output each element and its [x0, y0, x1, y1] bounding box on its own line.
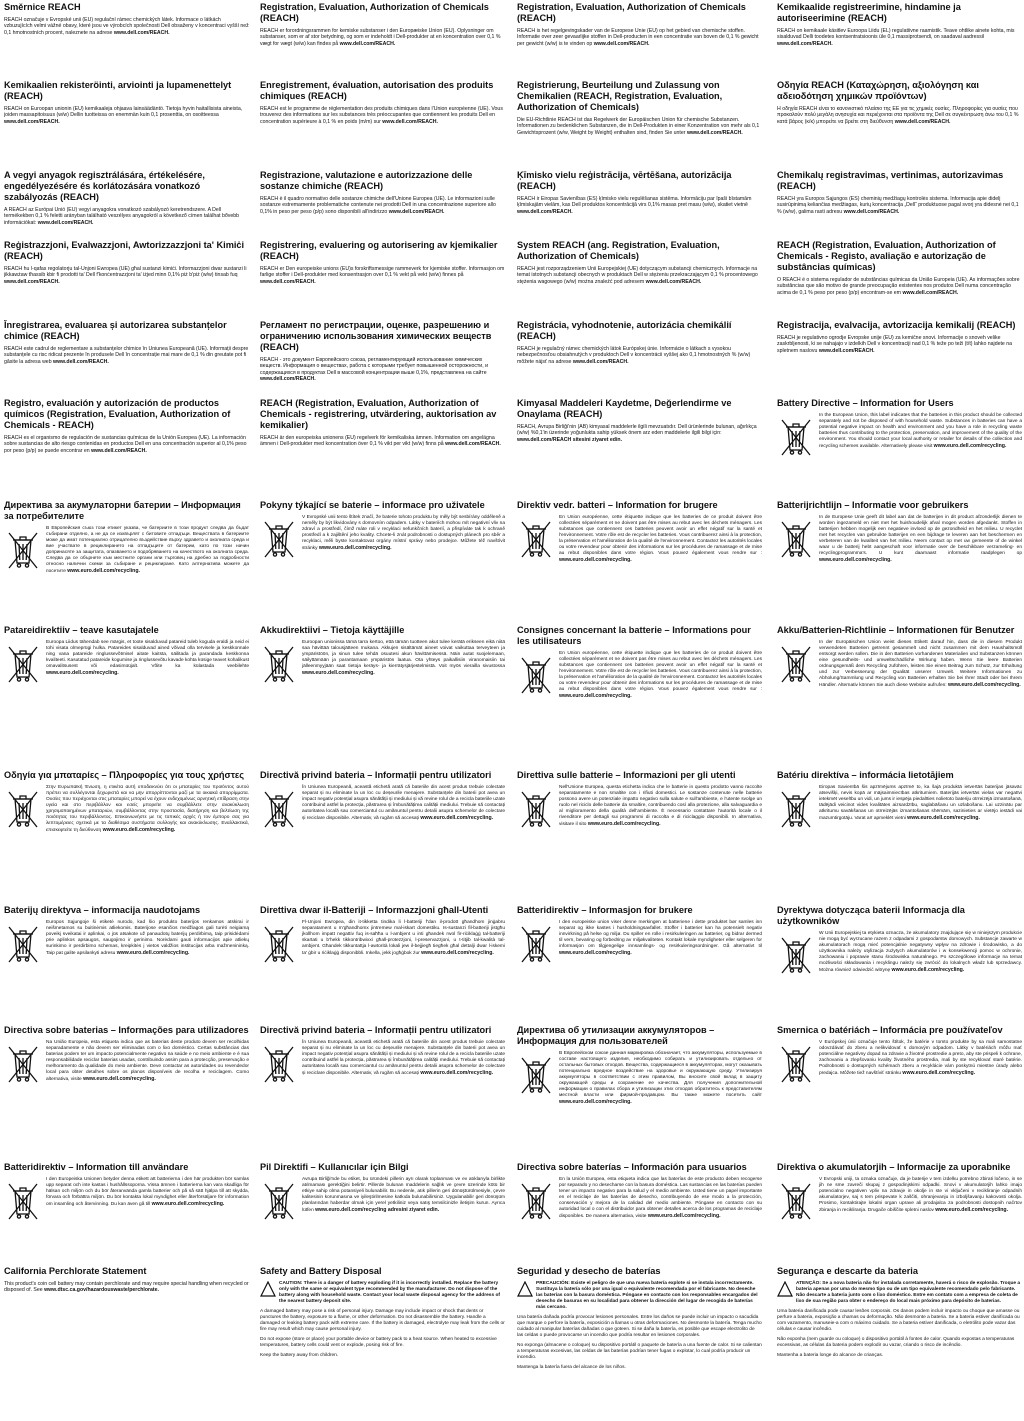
section-title: Direttiva dwar il-Batteriji – Informazzjoni għall-Utenti [260, 905, 489, 915]
section-body: În Uniunea Europeană, această etichetă arată că bateriile din acest produs trebuie colectate separat și nu eliminate la un loc cu deșeurile menajere. Substanțele din baterii pot avea un impact negativ potențial asupra sănătății și mediului și vă revine rolul de a recicla bateriile uzate contribuind astfel la protecția, păstrarea și îmbunătățirea calității mediului. Trebuie să contactați autoritatea locală sau comerciantul cu amănuntul pentru detalii asupra schemelor de colectare și reciclare disponibile. Alternativ, vă rugăm să accesați www.euro.dell.com/recycling. [302, 1040, 505, 1076]
warning-icon [777, 1281, 793, 1297]
section-title: Директива за акумулаторни батерии – Информация за потребителите [4, 500, 241, 521]
section-title: Baterijų direktyva – informacija naudotojams [4, 905, 201, 915]
reach-link[interactable]: www.dell.com/REACH. [777, 40, 833, 47]
section-body: Euroopan unionissa tämä tarra kertoo, että tämän tuotteen akut tulee kerätä erikseen eikä niitä saa hävittää talousjätteen mukana. Akkujen sisältämät aineet voivat vaikuttaa terveyteen ja ympäristöön, ja sinun tulee tehdä osuutesi akun hävittämisessä. Näin autat suojelemaan, säilyttämään ja parantamaan ympäristön laatua. Ota yhteys paikallisiin viranomaisiin tai jälleenmyyjään saat tietoja keräys- ja kierrätysjärjestelmistä. Voit myös vierailla sivustossa www.euro.dell.com/recycling. [302, 640, 505, 676]
section-body: В Европейском союзе данная маркировка обозначает, что аккумуляторы, используемые в составе настоящего изделия, необходимо собирать и утилизировать отдельно от остальных бытовых отходов. Вещества, содержащиеся в аккумуляторах, могут оказывать потенциально вредное воздействие на здоровье и окружающую среду. Утилизируя аккумуляторы в соответствии с этим правилом, Вы вносите свой вклад в защиту окружающей среды и сохранение ее качества. Для получения дополнительной информации о правилах сбора и утилизации этих отходов обратитесь к представителям местной власти или фирмой-продавцом. Вы также можете посетить сайт www.euro.dell.com/recycling. [559, 1051, 762, 1105]
section-title: Batterijrichtlijn – Informatie voor gebruikers [777, 500, 969, 510]
recycling-link[interactable]: www.euro.dell.com/recycling. [819, 557, 892, 563]
section-title: Registrazione, valutazione e autorizzazione delle sostanze chimiche (REACH) [260, 170, 473, 191]
reach-section-sk [517, 320, 762, 365]
section-body: REACH jest rozporządzeniem Unii Europejskiej (UE) dotyczącym substancji chemicznych. Informacje na temat istotnych substancji obecnych w produktach Dell w stężeniu przekraczającym 0,1 % procentowego stężenia wagowego (w/w) można znaleźć pod adresem www.dell.com/REACH. [517, 266, 758, 285]
section-title: Registration, Evaluation, Authorization of Chemicals (REACH) [260, 2, 489, 23]
crossed-bin-icon [519, 1181, 553, 1221]
section-body: REACH ir Eiropas Savienības (ES) ķīmisko vielu regulēšanas sistēma. Informāciju par īpaši bīstamām ķīmiskajām vielām, kas Dell produktos koncentrācijā virs 0,1% masas pret masu (w/w), skatiet vietnē www.dell.com/REACH. [517, 196, 752, 215]
safety-paragraph: A damaged battery may pose a risk of personal injury. Damage may include impact or shock that dents or punctures the battery, exposure to a flame, or other deformation. Do not disassemble the battery. Handle a damaged or leaking battery pack with extreme care. If the battery is damaged, electrolyte may leak from the cells or fire may result which may cause personal injury. [260, 1309, 505, 1332]
reach-link[interactable]: www.dell.com/REACH. [686, 129, 743, 136]
battery-section-fr [517, 625, 762, 700]
recycling-link[interactable]: www.euro.dell.com/recycling. [935, 1207, 1009, 1213]
battery-section-fi [260, 625, 505, 684]
section-body: Avrupa Birliği'nde bu etiket, bu üründeki pillerin ayrı olarak toplanması ve ev atıklarıyla birlikte atılmaması gerektiğini belirtir. Pillerde bulunan maddelerin sağlık ve çevre üzerinde kötü bir etkiye sahip olma potansiyeli bulunabilir. Bu nedenle, atık pillerin geri dönüştürülmesiyle, çevre kalitesinin korunmasına ve iyileştirilmesine katkıda bulunabilirsiniz. Uygulanabilir geri dönüşüm planlarından haberdar olmak için yerel yetkiliniz veya satış temsilcinizle iletişim kurun. Ayrıca lütfen www.euro.dell.com/recycling adresini ziyaret edin. [302, 1177, 505, 1213]
battery-section-no [517, 905, 762, 964]
crossed-bin-icon [262, 1044, 296, 1084]
section-body: Die EU-Richtlinie REACH ist das Regelwerk der Europäischen Union für chemische Substanzen. Informationen zu bedenklichen Substanzen, die in Dell-Produkten in einer Konzentration von mehr als 0,1 Gewichtsprozent (w/w, Weight by Weight) enthalten sind, finden Sie unter www.dell.com/REACH. [517, 117, 760, 136]
recycling-link[interactable]: www.euro.dell.com/recycling. [559, 1099, 632, 1105]
safety-paragraph: Una batería dañada podría provocar lesiones personales. Entre los daños se puede incluir un impacto o sacudida que marque o perfore la batería, exposición a llamas u otras deformaciones. No desmonte la batería. Tenga mucho cuidado al manipular baterías dañadas o que goteen. Si se daña la batería, es posible que escape electrolito de las celdas o puede provocarse un incendio que podría resultar en lesiones corporales. [517, 1315, 762, 1338]
battery-section-ro [260, 770, 505, 829]
warning-icon [260, 1281, 276, 1297]
recycling-link[interactable]: www.euro.dell.com/recycling. [67, 568, 140, 574]
crossed-bin-icon [6, 644, 40, 684]
reach-link[interactable]: www.dell.com/REACH. [902, 289, 959, 296]
reach-link[interactable]: www.dell.com/REACH. [260, 278, 316, 285]
section-body: In the European Union, this label indicates that the batteries in this product should be collected separately and not be disposed of with household waste. Substances in batteries can have a potential negative impact on health and environment and you have a role in recycling waste batteries thus contributing to the protection, preservation, and improvement of the quality of the environment. You should contact your local authority or retailer for details of the collection and recycling schemes available. Alternatively please visit www.euro.dell.com/recycling. [819, 413, 1022, 449]
reach-link[interactable]: www.dell.com/REACH. [818, 347, 875, 354]
recycling-link[interactable]: www.euro.dell.com/recycling. [559, 557, 632, 563]
battery-section-es [517, 1162, 762, 1221]
reach-section-mt [4, 240, 249, 285]
section-title: Batteridirektiv – Information till användare [4, 1162, 189, 1172]
reach-link[interactable]: www.dell.com/REACH. [517, 208, 573, 215]
section-body: W Unii Europejskiej ta etykieta oznacza, że akumulatory znajdujące się w niniejszym produkcie nie mogą być wyrzucane razem z odpadami z gospodarstw domowych. Substancje zawarte w akumulatorach mogą mieć potencjalnie negatywny wpływ na zdrowie i środowisko, a do użytkownika należy utylizacja zużytych akumulatorów i w konsekwencji pomoc w ochronie, zachowaniu i poprawie stanu środowiska naturalnego. Po szczegółowe informacje na temat możliwości składowania i recyklingu należy się zwrócić do lokalnych władz lub sprzedawcy. Można również odwiedzić witrynę www.euro.dell.com/recycling. [819, 931, 1022, 973]
section-title: Battery Directive – Information for Users [777, 398, 954, 408]
recycling-link[interactable]: www.euro.dell.com/recycling. [318, 545, 392, 551]
battery-section-tr [260, 1162, 505, 1221]
reach-link[interactable]: www.dell.com/REACH. [339, 40, 396, 47]
warning-icon [517, 1281, 533, 1297]
reach-link[interactable]: www.dell.com/REACH sitesini ziyaret edin. [517, 436, 623, 443]
section-body: REACH er Den europeiske unions (EU)s forskriftsmessige rammeverk for kjemiske stoffer. Informasjon om farlige stoffer i Dell-produkter med konsentrasjon over 0,1 % vekt på vekt (w/w) finnes på www.dell.com/REACH. [260, 266, 505, 285]
reach-section-pt [777, 240, 1022, 296]
section-title: Directiva sobre baterias – Informações para utilizadores [4, 1025, 249, 1035]
safety-paragraph: Do not expose (store or place) your portable device or battery pack to a heat source. When heated to excessive temperatures, battery cells could vent or explode, posing risk of fire. [260, 1337, 497, 1348]
section-title: Înregistrarea, evaluarea și autorizarea substanțelor chimice (REACH) [4, 320, 227, 341]
recycling-link[interactable]: www.euro.dell.com/recycling. [420, 1070, 494, 1076]
section-title: Registrácia, vyhodnotenie, autorizácia chemikálií (REACH) [517, 320, 732, 341]
crossed-bin-icon [262, 1181, 296, 1221]
recycling-link[interactable]: www.euro.dell.com/recycling. [83, 1076, 156, 1082]
section-body: REACH yra Europos Sąjungos (ES) cheminių medžiagų kontrolės sistema. Informacija apie didelį susirūpinimą keliančias medžiagas, kurių koncentracija „Dell“ produktuose pagal svorį yra didesnė nei 0,1 % (w/w), galima rasti adresu www.dell.com/REACH. [777, 196, 1019, 215]
section-title: Директива об утилизации аккумуляторов – Информация для пользователей [517, 1025, 715, 1046]
battery-section-ru [517, 1025, 762, 1106]
section-body: En Union européenne, cette étiquette indique que les batteries de ce produit doivent être collectées séparément et ne doivent pas être mises au rebut avec les déchets ménagers. Les substances que contiennent ces batteries peuvent avoir un effet négatif sur la santé et l'environnement. Votre rôle est de recycler les batteries. Vous contribuerez ainsi à la protection, la préservation et l'amélioration de la qualité de l'environnement. Contactez les autorités locales ou votre revendeur pour obtenir des informations sur les procédures de ramassage et de mise au rebut disponibles dans votre région. Vous pouvez également vous rendre sur : www.euro.dell.com/recycling. [559, 515, 762, 563]
crossed-bin-icon [262, 644, 296, 684]
recycling-link[interactable]: www.euro.dell.com/recycling. [46, 670, 119, 676]
section-body: REACH - это документ Европейского союза, регламентирующий использование химических веществ. Информация о веществах, работа с которыми требует повышенной осторожности, и содержащихся в продуктах Dell в массовой концентрации выше 0,1%, представлена на сайте www.dell.com/REACH. [260, 357, 488, 383]
crossed-bin-icon [519, 789, 553, 829]
section-body: V Európskej únii označuje tento štítok, že batérie v tomto produkte by sa mali samostatne odovzdávať do zberu a nelikvidovať s domovým odpadom. Látky v batériách môžu mať potenciálne negatívny dopad na zdravie a životné prostredie a preto, aby ste prispeli k ochrane, zachovaniu a zlepšovaniu kvality životného prostredia, mali by ste recyklovať staré batérie. Podrobnosti o dostupných schémach zberu a recyklácie vám poskytnú miestne úrady alebo predajca. Môžete tiež navštíviť stránku www.euro.dell.com/recycling. [819, 1040, 1022, 1076]
battery-section-et [4, 625, 249, 684]
recycling-link[interactable]: www.euro.dell.com/recycling. [116, 950, 190, 956]
reach-link[interactable]: www.dell.com/REACH. [843, 208, 900, 215]
crossed-bin-icon [779, 789, 813, 829]
section-body: O REACH é o sistema regulador de substâncias químicas da União Europeia (UE). As informações sobre substâncias que são motivo de grande preocupação existentes nos produtos Dell numa concentração acima de 0,1 % peso por peso (p/p) encontram-se em www.dell.com/REACH. [777, 277, 1020, 296]
reach-section-fr [260, 80, 505, 125]
section-body: En Union européenne, cette étiquette indique que les batteries de ce produit doivent être collectées séparément et ne doivent pas être mises au rebut avec les déchets ménagers. Les substances que contiennent ces batteries peuvent avoir un effet négatif sur la santé et l'environnement. Votre rôle est de recycler les batteries. Vous contribuerez ainsi à la protection, la préservation et l'amélioration de la qualité de l'environnement. Contactez les autorités locales ou votre revendeur pour obtenir des informations sur les procédures de ramassage et de mise au rebut disponibles dans votre région. Vous pouvez également vous rendre sur : www.euro.dell.com/recycling. [559, 651, 762, 699]
reach-section-tr [517, 398, 762, 443]
battery-section-el [4, 770, 249, 834]
section-body: Europos Sąjungoje ši etiketė nurodo, kad šio produkto baterijos renkamos atskirai ir neišmetamos su buitinėmis atliekomis. Baterijose esančios medžiagos gali turėti neigiamą poveikį sveikatai ir aplinkai, o jūs atsakote už panaudotų baterijų perdirbimą, taip prisidėdami prie aplinkos apsaugos, saugojimo ir gerinimo. Norėdami gauti informacijos apie atliekų surinkimo ir perdirbimo schemas, kreipkitės į vietos valdžios institucijas arba mažmenininką. Taip pat galite apsilankyti adresu www.euro.dell.com/recycling. [46, 920, 249, 956]
section-body: Nell'Unione Europea, questa etichetta indica che le batterie in questo prodotto vanno raccolte separatamente e non smaltite con i rifiuti domestici. Le sostanze contenute nelle batterie possono avere un potenziale impatto negativo sulla salute e sull'ambiente, e l'utente svolge un ruolo nel riciclo delle batterie da smaltire, contribuendo così alla protezione, alla salvaguardia e al miglioramento della qualità dell'ambiente. È necessario contattare l'autorità locale o il rivenditore per dettagli sui programmi di raccolta e di riciclaggio disponibili. In alternativa, visitare il sito www.euro.dell.com/recycling. [559, 785, 762, 827]
reach-section-it [260, 170, 505, 215]
reach-section-sl [777, 320, 1022, 354]
section-title: Directiva sobre baterías – Información para usuarios [517, 1162, 747, 1172]
perchlorate-link[interactable]: www.dtsc.ca.gov/hazardouswaste/perchlorate. [44, 1287, 159, 1294]
section-title: Batteridirektiv – Informasjon for brukere [517, 905, 693, 915]
section-body: В Европейския съюз този етикет указва, че батериите в този продукт следва да бъдат събирани отделно, а не да се изхвърлят с битовите отпадъци. Веществата в батериите може да имат потенциално отрицателно въздействие върху здравето и околната среда и вие участвате в рециклирането на отпадъците от батерии, като по този начин допринасяте за защитата, опазването и подобряването на качеството на околната среда. Следва да се обърнете към местните органи или търговец на дребно за подробности относно налични схеми за събиране и рециклиране. Като алтернатива можете да посетите www.euro.dell.com/recycling. [46, 526, 249, 574]
recycling-link[interactable]: www.euro.dell.com/recycling. [559, 693, 632, 699]
reach-link[interactable]: www.dell.com/REACH. [645, 278, 702, 285]
section-title: System REACH (ang. Registration, Evaluation, Authorization of Chemicals) [517, 240, 720, 261]
caution-text: PRECAUCIÓN: Existe el peligro de que una nueva batería explote si se instala incorrectamente. Sustituya la batería sólo por una igual o equivalente recomendada por el fabricante. No deseche las baterías con la basura doméstica. Póngase en contacto con los responsables encargados del desecho de basuras en su localidad para obtener la dirección del lugar de recogida de baterías más cercano. [536, 1281, 758, 1310]
section-title: REACH (Registration, Evaluation, Authorization of Chemicals - Registo, avaliação e autorização de substâncias químicas) [777, 240, 996, 272]
section-body: This product's coin cell battery may contain perchlorate and may require special handling when recycled or disposed of. See www.dtsc.ca.gov/hazardouswaste/perchlorate. [4, 1281, 249, 1294]
reach-section-lv [517, 170, 762, 215]
battery-section-ro-2 [260, 1025, 505, 1084]
reach-section-da [260, 2, 505, 47]
section-body: V Evropski uniji, ta oznaka označuje, da je baterije v tem izdelku potrebno zbirati ločeno, in se jih ne sme zavreči skupaj z gospodinjskimi odpadki. Snovi v akumulatorjih lahko imajo potencialno negativen vpliv na zdravje in okolje in ste vi vključeni v recikliranje odpadnih akumulatorjev, saj s tem prispevate k zaščiti, ohranjevanju in izboljšavanju kakovosti okolja. Prosimo, kontaktirajte lokalni organ uprave ali prodajalca za podrobnosti dostopnih načrtov zbiranja in recikliranja. Drugače obiščite spletni naslov www.euro.dell.com/recycling. [819, 1177, 1022, 1213]
battery-section-da [517, 500, 762, 564]
reach-link[interactable]: www.dell.com/REACH. [91, 447, 147, 454]
reach-link[interactable]: www.dell.com/REACH. [382, 118, 438, 125]
reach-section-lt [777, 170, 1022, 215]
reach-link[interactable]: www.dell.com/REACH. [388, 208, 445, 215]
section-title: Οδηγία REACH (Καταχώρηση, αξιολόγηση και αδειοδότηση χημικών προϊόντων) [777, 80, 979, 101]
reach-link[interactable]: www.dell.com/REACH. [445, 441, 501, 448]
section-body: In der Europäischen Union weist dieses Etikett darauf hin, dass die in diesem Produkt verwendeten Batterien getrennt gesammelt und nicht zusammen mit dem Haushaltsmüll entsorgt werden sollen. Die in den Batterien vorhandenen Materialien und Substanzen können eine gesundheits- und umweltschädliche Wirkung haben. Wenn Sie leere Batterien ordnungsgemäß dem Recycling zuführen, leisten Sie einen Beitrag zum Schutz, zur Erhaltung und zur Verbesserung der Qualität unserer Umwelt. Weitere Informationen zu Abholung/Sammlung und Recycling von Batterien erhalten Sie bei Ihrer Stadt oder bei Ihrem Händler. Alternativ können Sie auch diese Website aufrufen: www.euro.dell.com/recycling. [819, 640, 1022, 688]
reach-link[interactable]: www.dell.com/REACH. [53, 358, 109, 365]
perchlorate-section [4, 1266, 249, 1294]
safety-paragraph: Não exponha (nem guarde ou coloque) o dispositivo portátil à fontes de calor. Quando expostas a temperaturas excessivas, as células da bateria podem explodir ou vazar, criando o risco de incêndio. [777, 1337, 1015, 1348]
section-body: Eiropas Savienībā šis apzīmējums apzīmē to, ka šajā produktā ietvertās baterijas jāsavāc atsevišķi, nevis kopā ar mājsaimniecības atkritumiem. Baterijās ietvertās vielas var negatīvi ietekmēt veselību un vidi, un jums ir iespēja piedalīties nolietoto bateriju otrreizējā izmantošanā, tādējādi veicinot vides kvalitātes aizsardzību, saglabāšanu un uzlabošanu. Lai uzzinātu par atkritumu savākšanas un otrreizējās izmantošanas shēmām, sazinieties ar vietējo iestādi vai mazumtirgotāju. Varat arī apmeklēt vietni www.euro.dell.com/recycling. [819, 785, 1022, 821]
reach-link[interactable]: www.dell.com/REACH. [572, 358, 629, 365]
crossed-bin-icon [779, 644, 813, 684]
recycling-link[interactable]: www.euro.dell.com/recycling. [948, 682, 1021, 688]
safety-paragraph: No exponga (almacene o coloque) su dispositivo portátil o paquete de batería a una fuente de calor. Si se calientan a temperaturas excesivas, las celdas de las baterías podrían tener fugas o explotar, lo cual podría producir un incendio. [517, 1343, 762, 1360]
safety-section-pt [777, 1266, 1022, 1359]
section-title: Akku/Batterien-Richtlinie – Informationen für Benutzer [777, 625, 1015, 635]
battery-section-lt [4, 905, 249, 964]
recycling-link[interactable]: www.euro.dell.com/recycling. [421, 950, 494, 956]
recycling-link[interactable]: www.euro.dell.com/recycling. [933, 443, 1007, 449]
crossed-bin-icon [262, 924, 296, 964]
crossed-bin-icon [519, 1055, 553, 1095]
reach-section-pl [517, 240, 762, 285]
section-body: REACH est le programme de réglementation des produits chimiques dans l'Union européenne (UE). Vous trouverez des informations sur les substances très préoccupantes que contiennent les produits Dell en concentration supérieure à 0,1 % en poids (m/m) sur www.dell.com/REACH. [260, 106, 503, 125]
battery-section-mt [260, 905, 505, 964]
section-body: În Uniunea Europeană, această etichetă arată că bateriile din acest produs trebuie colectate separat și nu eliminate la un loc cu deșeurile menajere. Substanțele din baterii pot avea un impact negativ potențial asupra sănătății și mediului și vă revine rolul de a recicla bateriile uzate contribuind astfel la protecția, păstrarea și îmbunătățirea calității mediului. Trebuie să contactați autoritatea locală sau comerciantul cu amănuntul pentru detalii asupra schemelor de colectare și reciclare disponibile. Alternativ, vă rugăm să accesați www.euro.dell.com/recycling. [302, 785, 505, 821]
section-body: In de Europese Unie geeft dit label aan dat de batterijen in dit product afzonderlijk dienen te worden ingezameld en niet met het huishoudelijk afval mogen worden afgedankt. Stoffen in batterijen hebben mogelijk een negatieve invloed op de gezondheid en het milieu. U recyclet met het recyclen van gebruikte batterijen en een bijdrage te leveren aan het beschermen en verbeteren van de kwaliteit van het milieu. Neem contact op met uw gemeente of de winkel waar u de batterij hebt aangeschaft voor informatie over de beschikbare verzameling- en recyclingprogramma's. U kunt daarnaast informatie raadplegen op www.euro.dell.com/recycling. [819, 515, 1022, 563]
reach-link[interactable]: www.dell.com/REACH. [260, 376, 316, 383]
crossed-bin-icon [519, 519, 553, 559]
section-body: REACH on Euroopan unionin (EU) kemikaaleja ohjaava lainsäädäntö. Tietoja hyvin haitallisista aineista, joiden massapitoisuus (w/w) Dellin tuotteissa on enemmän kuin 0,1 prosenttia, on osoitteessa www.dell.com/REACH. [4, 106, 243, 125]
recycling-link[interactable]: www.euro.dell.com/recycling. [647, 1213, 721, 1219]
crossed-bin-icon [779, 935, 813, 975]
crossed-bin-icon [262, 519, 296, 559]
crossed-bin-icon [779, 1181, 813, 1221]
reach-section-de [517, 80, 762, 136]
recycling-link[interactable]: www.euro.dell.com/recycling. [891, 967, 965, 973]
reach-link[interactable]: www.dell.com/REACH. [113, 29, 170, 36]
section-title: Kemikaalien rekisteröinti, arviointi ja lupamenettelyt (REACH) [4, 80, 232, 101]
battery-section-pl [777, 905, 1022, 975]
recycling-link[interactable]: www.euro.dell.com/recycling. [587, 821, 661, 827]
crossed-bin-icon [519, 655, 553, 695]
section-body: REACH es el organismo de regulación de sustancias químicas de la Unión Europea (UE). La información sobre sustancias de alto riesgo contenidas en productos Dell en una concentración superior al 0,1% peso por peso (p/p) se puede encontrar en www.dell.com/REACH. [4, 435, 247, 454]
section-body: Η οδηγία REACH είναι το κανονιστικό πλαίσιο της ΕΕ για τις χημικές ουσίες. Πληροφορίες για ουσίες που προκαλούν πολύ μεγάλη ανησυχία και περιέχονται στα προϊόντα της Dell σε συγκέντρωση άνω του 0,1 % κατά βάρος (κ/κ) μπορείτε να βρείτε στη διεύθυνση www.dell.com/REACH. [777, 106, 1019, 125]
battery-section-en [777, 398, 1022, 457]
section-title: Registro, evaluación y autorización de productos químicos (Registration, Evaluation, Authorization of Chemicals - REACH) [4, 398, 231, 430]
section-title: Batériu direktíva – informácia lietotājiem [777, 770, 954, 780]
section-title: Pokyny týkající se baterie – informace pro uživatele [260, 500, 485, 510]
reach-section-no [260, 240, 505, 285]
battery-section-sl [777, 1162, 1022, 1221]
section-body: REACH je regulativno ogrodje Evropske unije (EU) za kemične snovi. Informacije o snoveh velike zaskrbljenosti, ki se nahajajo v izdelkih Dell v koncentraciji nad 0,1 % teže po teži (t/t) lahko najdete na spletnem naslovu www.dell.com/REACH. [777, 335, 1013, 354]
section-body: Euroopa Liidus tähendab see märgis, et toote sisalduvad patareid tuleb koguda eraldi ja neid ei tohi visata olmeprügi hulka. Patareides sisalduvad ained võivad olla tervisele ja keskkonnale ning vana patareide ringlussevõtmisel aitate kaitsta, säilitada ja parandada keskkonna kvaliteeti. Kasutatud patareide kogumise ja ringlussevõtu kavade kohta küsige teavet kohalikust omavalitsusest või edasimüüjalt. Võite ka külastada veebilehte www.euro.dell.com/recycling. [46, 640, 249, 676]
section-title: Enregistrement, évaluation, autorisation des produits chimiques (REACH) [260, 80, 494, 101]
section-title: Регламент по регистрации, оценке, разрешению и ограничению использования химических веществ (REACH) [260, 320, 492, 352]
section-body: Fl-Unjoni Ewropea, din it-tikketta tindika li l-batteriji f'dan il-prodott għandhom jinġabru separatament u m'għandhomx jintremew mal-iskart domestiku. Is-sustanzi fil-batteriji jistgħu jkollhom impatt negattiv fuq is-saħħa u l-ambjent u inti għandek rwol fir-riċiklaġġ tal-batteriji skartati u b'hekk tikkontribwixxi għall-protezzjoni, l-preservazzjoni, u t-titjib tal-kwalità tal-ambjent. Għandek tikkuntattja l-awtorità lokali jew il-bejjiegħ tiegħek għal dettalji dwar l-iskemi ta' ġbir u riċiklaġġ disponibbli. Inkella, jekk jogħġbok żur www.euro.dell.com/recycling. [302, 920, 505, 956]
section-title: Consignes concernant la batterie – Informations pour les utilisateurs [517, 625, 751, 646]
caution-text: CAUTION: There is a danger of battery exploding if it is incorrectly installed. Replace the battery only with the same or equivalent type recommended by the manufacturer. Do not dispose of the battery along with household waste. Contact your local waste disposal agency for the address of the nearest battery deposit site. [279, 1281, 500, 1304]
crossed-bin-icon [519, 924, 553, 964]
section-body: V Evropské unii tento štítek značí, že baterie tohoto produktu by měly být sesbírány odděleně a neměly by být likvidovány s domovním odpadem. Látky v bateriích mohou mít negativní vliv na zdraví a prostředí, čímž máte roli v recyklaci nefunkčních baterií, a přispíváte tak k ochraně prostředí a k zajištění jeho kvality. Chcete-li znát podrobnosti o dostupných plánech pro sběr a recyklaci, měli byste kontaktovat orgány místní správy nebo prodejce. Můžete též navštívit stránky www.euro.dell.com/recycling. [302, 515, 505, 551]
reach-section-et [777, 2, 1022, 47]
reach-section-el [777, 80, 1022, 125]
reach-section-nl [517, 2, 762, 47]
section-title: Segurança e descarte da bateria [777, 1266, 918, 1276]
safety-paragraph: Uma bateria danificada pode causar lesões corporais. Os danos podem incluir impacto ou choque que amasse ou perfure a bateria, exposição a chamas ou deformação. Não desmonte a bateria. Se a bateria estiver danificada ou com vazamento, manuseie-a com o máximo cuidado. Se a bateria estiver danificada, o eletrólito pode vazar das células e causar incêndio. [777, 1309, 1020, 1332]
section-title: A vegyi anyagok regisztrálására, értékelésére, engedélyezésére és korlátozására vonatkozó szabályozás (REACH) [4, 170, 205, 202]
section-body: REACH je regulačný rámec chemických látok Európskej únie. Informácie o látkach s vysokou nebezpečnosťou obsiahnutých v produktoch Dell v koncentrácii vyššej ako 0,1 hmotnostných % (w/w) môžete nájsť na adrese www.dell.com/REACH. [517, 346, 751, 365]
section-title: Direttiva sulle batterie – Informazioni per gli utenti [517, 770, 736, 780]
reach-section-ro [4, 320, 249, 365]
battery-section-de [777, 625, 1022, 689]
recycling-link[interactable]: www.euro.dell.com/recycling adresini ziyaret edin. [315, 1207, 440, 1213]
crossed-bin-icon [779, 1044, 813, 1084]
safety-section-es [517, 1266, 762, 1371]
section-title: Směrnice REACH [4, 2, 81, 12]
crossed-bin-icon [6, 789, 40, 829]
section-body: REACH är den europeiska unionens (EU) regelverk för kemikaliska ämnen. Information om angelägna ämnen i Dell-produkter med koncentration över 0,1 % vikt per vikt (w/w) finns på www.dell.com/REACH. [260, 435, 501, 448]
section-title: Kemikaalide registreerimine, hindamine ja autoriseerimine (REACH) [777, 2, 961, 23]
section-title: Direktiv vedr. batteri – Information for brugere [517, 500, 718, 510]
recycling-link[interactable]: www.euro.dell.com/recycling. [102, 827, 176, 833]
reach-section-ru [260, 320, 505, 383]
section-title: Registracija, evalvacija, avtorizacija kemikalij (REACH) [777, 320, 1016, 330]
safety-paragraph: Mantenga la batería fuera del alcance de los niños. [517, 1365, 626, 1370]
section-title: Direktiva o akumulatorjih – Informacije za uporabnike [777, 1162, 1011, 1172]
battery-section-nl [777, 500, 1022, 564]
battery-section-pt [4, 1025, 249, 1084]
section-body: REACH er forordningsrammen for kemiske substanser i den Europæiske Union (EU). Oplysninger om substanser, som er af stor betydning, og som er indeholdt i Dell-produkter at en koncentration over 0,1 % vægt for vægt (w/w) kan findes på www.dell.com/REACH. [260, 28, 501, 47]
section-title: Dyrektywa dotycząca baterii Informacja dla użytkowników [777, 905, 965, 926]
recycling-link[interactable]: www.euro.dell.com/recycling. [559, 950, 632, 956]
section-title: Safety and Battery Disposal [260, 1266, 382, 1276]
battery-section-sv [4, 1162, 249, 1221]
battery-section-sk [777, 1025, 1022, 1084]
section-body: A REACH az Európai Unió (EU) vegyi anyagokra vonatkozó szabályozó keretrendszere. A Dell termékekben 0,1 % feletti arányban található veszélyes anyagokról a következő címen találhat bővebb információkat: www.dell.com/REACH. [4, 207, 240, 226]
recycling-link[interactable]: www.euro.dell.com/recycling. [151, 1201, 225, 1207]
crossed-bin-icon [779, 519, 813, 559]
reach-link[interactable]: www.dell.com/REACH. [4, 278, 60, 285]
safety-section-en [260, 1266, 505, 1359]
reach-section-hu [4, 170, 249, 226]
section-title: California Perchlorate Statement [4, 1266, 147, 1276]
section-title: REACH (Registration, Evaluation, Authorization of Chemicals - registrering, utvärdering, auktorisation av kemikalier) [260, 398, 497, 430]
section-title: Registration, Evaluation, Authorization of Chemicals (REACH) [517, 2, 746, 23]
recycling-link[interactable]: www.euro.dell.com/recycling. [907, 815, 980, 821]
reach-section-sv [260, 398, 505, 448]
section-body: En la Unión Europea, esta etiqueta indica que las baterías de este producto deben recogerse por separado y no desecharse con la basura doméstica. Las sustancias en las baterías pueden tener un impacto negativo para la salud y el medio ambiente. Usted tiene un papel importante en el reciclaje de las baterías de desecho, contribuyendo de ese modo a la protección, conservación y mejora de la calidad del medio ambiente. Póngase en contacto con su autoridad local o con el distribuidor para obtener detalles acerca de los programas de reciclaje disponibles. De manera alternativa, visite www.euro.dell.com/recycling. [559, 1177, 762, 1219]
section-body: REACH označuje v Evropské unii (EU) regulační rámec chemických látek. Informace o látkách vzbuzujících velmi vážné obavy, které jsou ve výrobcích společnosti Dell obsaženy v koncentraci vyšší než 0,1 hmotnostních procent, naleznete na adrese www.dell.com/REACH. [4, 17, 249, 36]
recycling-link[interactable]: www.euro.dell.com/recycling. [302, 670, 375, 676]
battery-section-bg [4, 500, 249, 575]
section-title: Registrering, evaluering og autorisering av kjemikalier (REACH) [260, 240, 498, 261]
section-title: Directivă privind bateria – Informații pentru utilizatori [260, 1025, 492, 1035]
crossed-bin-icon [779, 417, 813, 457]
safety-paragraph: Keep the battery away from children. [260, 1353, 339, 1358]
section-body: I den Europeiska Unionen betyder denna etikett att batterierna i den här produkten bör samlas upp separat och inte kastas i hushållssoporna. Vissa ämnen i batterierna kan vara skadliga för hälsan och miljön och du bör återanvända gamla batterier och på så sätt hjälpa till att skydda, förvara och förbättra miljön. Du bör kontakta lokal myndighet eller återförsäljare för information om insamling och återvinning. Du kan även gå till www.euro.dell.com/recycling. [46, 1177, 249, 1207]
section-title: Registrierung, Beurteilung und Zulassung von Chemikalien (REACH, Registration, Evaluation, Authorization of Chemicals) [517, 80, 723, 112]
recycling-link[interactable]: www.euro.dell.com/recycling. [902, 1070, 976, 1076]
section-body: REACH, Avrupa Birliği'nin (AB) kimyasal maddelerle ilgili mevzuatıdır. Dell ürünlerinde bulunan, ağırlıkça (w/w) %0,1'in üzerinde yoğunlukta sahip yüksek önem arz eden maddelerle ilgili bilgi için: www.dell.com/REACH sitesini ziyaret edin. [517, 424, 757, 443]
section-title: Ķīmisko vielu reģistrācija, vērtēšana, autorizācija (REACH) [517, 170, 732, 191]
crossed-bin-icon [6, 924, 40, 964]
section-body: REACH on kemikaale käsitlev Euroopa Liidu (EL) regulatiivne raamistik. Teave ohtlike ainete kohta, mis sisalduvad Delli toodetes kontsentratsioonis üle 0,1 massiprotsendi, on saadaval aadressil www.dell.com/REACH. [777, 28, 1015, 47]
reach-link[interactable]: www.dell.com/REACH. [593, 40, 650, 47]
section-title: Akkudirektiivi – Tietoja käyttäjille [260, 625, 405, 635]
section-body: REACH is het regelgevingskader van de Europese Unie (EU) op het gebied van chemische stoffen. Informatie over zeer gevaarlijke stoffen in Dell-producten in een concentratie van boven de 0,1 % gewicht per gewicht (w/w) is te vinden op www.dell.com/REACH. [517, 28, 759, 47]
section-title: Pil Direktifi – Kullanıcılar için Bilgi [260, 1162, 409, 1172]
caution-text: ATENÇÃO: Se a nova bateria não for instalada corretamente, haverá o risco de explosão. Troque a bateria apenas por uma do mesmo tipo ou de um tipo equivalente recomendado pelo fabricante. Não descarte a bateria junto com o lixo doméstico. Entre em contato com a empresa de coleta de lixo de sua região para obter o endereço do local mais próximo para depósito de baterias. [796, 1281, 1021, 1304]
section-body: REACH hu l-qafas regolatorju tal-Unjoni Ewropea (UE) għal sustanzi kimiċi. Informazzjoni dwar sustanzi li jikkawżaw tħassib kbir fi prodotti ta' Dell f'konċentrazzjoni ta' iżjed minn 0,1% piż b'piż (w/w) tinsab fuq www.dell.com/REACH. [4, 266, 247, 285]
section-title: Directivă privind bateria – Informații pentru utilizatori [260, 770, 492, 780]
section-title: Οδηγία για μπαταρίες – Πληροφορίες για τους χρήστες [4, 770, 245, 780]
section-title: Chemikalų registravimas, vertinimas, autorizavimas (REACH) [777, 170, 1004, 191]
reach-section-cs [4, 2, 249, 36]
battery-section-it [517, 770, 762, 829]
section-body: REACH este cadrul de reglementare a substanțelor chimice în Uniunea Europeană (UE). Informații despre substanțele cu risc ridicat prezente în produsele Dell în concentrație mai mare de 0,1 % din greutate pot fi găsite la adresa web www.dell.com/REACH. [4, 346, 249, 365]
section-title: Reġistrazzjoni, Evalwazzjoni, Awtorizzazzjoni ta' Kimiċi (REACH) [4, 240, 245, 261]
section-body: Στην Ευρωπαϊκή Ένωση, η ετικέτα αυτή υποδεικνύει ότι οι μπαταρίες του προϊόντος αυτού πρέπει να συλλέγονται ξεχωριστά και να μην απορρίπτονται μαζί με τα οικιακά απορρίμματα. Ουσίες που περιέχονται στις μπαταρίες μπορεί να έχουν ενδεχομένως αρνητική επίδραση στην υγεία και στο περιβάλλον και εσείς μπορείτε να συμβάλλετε στην ανακύκλωση χρησιμοποιημένων μπαταριών, συμβάλλοντας στην προστασία, διατήρηση και βελτίωση της ποιότητας του περιβάλλοντος. Επικοινωνήστε με τις τοπικές αρχές ή τον έμπορο σας για λεπτομέρειες σχετικά με τα διαθέσιμα συστήματα συλλογής και ανακύκλωσης. Εναλλακτικά, επισκεφτείτε τη διεύθυνση www.euro.dell.com/recycling. [46, 785, 249, 833]
crossed-bin-icon [262, 789, 296, 829]
reach-section-fi [4, 80, 249, 125]
reach-link[interactable]: www.dell.com/REACH. [894, 118, 951, 125]
crossed-bin-icon [6, 1181, 40, 1221]
section-title: Kimyasal Maddeleri Kaydetme, Değerlendirme ve Onaylama (REACH) [517, 398, 732, 419]
section-body: REACH è il quadro normativo delle sostanze chimiche dell'Unione Europea (UE). Le informazioni sulle sostanze estremamente problematiche contenute nei prodotti Dell in una concentrazione superiore allo 0,1% in peso per peso (p/p) sono disponibili all'indirizzo www.dell.com/REACH. [260, 196, 496, 215]
battery-section-cs [260, 500, 505, 559]
reach-section-es [4, 398, 249, 454]
section-body: I den europeiske union viser denne merkingen at batteriene i dette produktet bør samles inn separat og ikke kastes i husholdningsavfallet. Stoffer i batterier kan ha potensielt negativ innvirkning på helse og miljø. Du spiller en rolle i resirkuleringen av batterier, og bidrar dermed til vern, bevaring og forbedring av miljøkvaliteten. Kontakt lokale myndigheter eller selgeren for informasjon om tilgjengelige innsamlings- og resirkuleringsordninger. Gå alternativt til www.euro.dell.com/recycling. [559, 920, 762, 956]
reach-link[interactable]: www.dell.com/REACH. [37, 219, 94, 226]
battery-section-lv [777, 770, 1022, 829]
safety-paragraph: Mantenha a bateria longe do alcance de crianças. [777, 1353, 884, 1358]
crossed-bin-icon [6, 1044, 40, 1084]
section-title: Patareidirektiiv – teave kasutajatele [4, 625, 159, 635]
section-body: Na União Europeia, esta etiqueta indica que as baterias deste produto devem ser recolhidas separadamente e não devem ser eliminadas com o lixo doméstico. Certas substâncias das baterias podem ter um impacto potencialmente negativo na saúde e no meio ambiente e é sua responsabilidade reciclar baterias usadas, contribuindo assim para a protecção, preservação e melhoramento da qualidade do meio ambiente. Deve contactar as autoridades ou revendedor local para obter detalhes sobre os planos disponíveis de recolha e reciclagem. Como alternativa, visite www.euro.dell.com/recycling. [46, 1040, 249, 1082]
section-title: Seguridad y desecho de baterías [517, 1266, 661, 1276]
recycling-link[interactable]: www.euro.dell.com/recycling. [420, 815, 494, 821]
reach-link[interactable]: www.dell.com/REACH. [4, 118, 60, 125]
crossed-bin-icon [6, 530, 40, 570]
section-title: Smernica o batériách – Informácia pre používateľov [777, 1025, 1003, 1035]
